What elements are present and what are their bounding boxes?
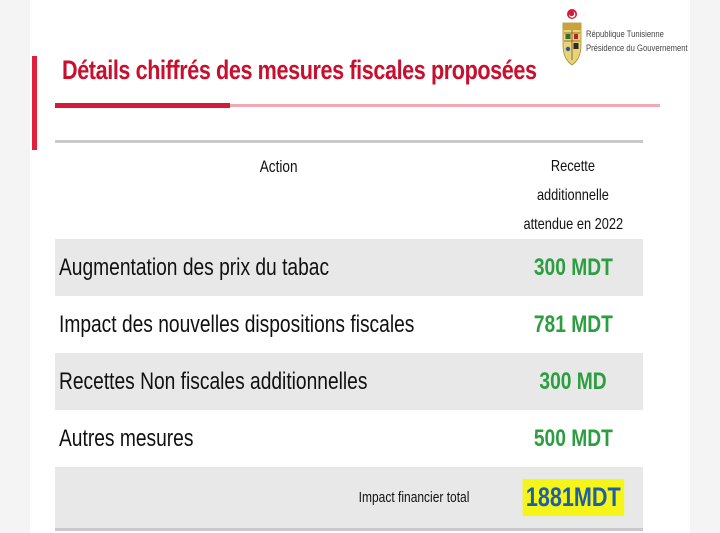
- title-underline-red: [55, 103, 230, 108]
- measure-name: Augmentation des prix du tabac: [55, 239, 503, 296]
- measure-value: 300 MD: [503, 353, 643, 410]
- measure-name: Impact des nouvelles dispositions fiscales: [59, 310, 415, 338]
- table-row: [55, 410, 643, 467]
- column-header-revenue: [503, 142, 643, 240]
- measure-value: 500 MDT: [533, 424, 613, 452]
- measure-value: 300 MDT: [503, 239, 643, 296]
- page-title: Détails chiffrés des mesures fiscales proposées: [62, 55, 537, 85]
- total-value: 1881MDT: [503, 467, 643, 529]
- fiscal-measures-table: [55, 140, 643, 531]
- column-header-action: Action: [55, 142, 503, 240]
- measure-name: Recettes Non fiscales additionnelles: [55, 353, 503, 410]
- org-line-1: République Tunisienne: [586, 29, 664, 39]
- table-row: [55, 353, 643, 410]
- column-header-revenue-line-2: attendue en 2022: [523, 216, 623, 233]
- right-gutter: [690, 0, 720, 533]
- measure-value: 781 MDT: [533, 310, 613, 338]
- accent-bar: [32, 56, 37, 150]
- title-underline-pink: [230, 104, 660, 107]
- org-name: [586, 27, 688, 55]
- total-row: [55, 467, 643, 529]
- table-row: [55, 239, 643, 296]
- table-header-row: [55, 142, 643, 240]
- column-header-revenue-line-1: Recette additionnelle: [537, 158, 610, 204]
- left-gutter: [0, 0, 30, 533]
- measure-name: Autres mesures: [59, 424, 194, 452]
- org-line-2: Présidence du Gouvernement: [586, 43, 688, 53]
- total-label: Impact financier total: [55, 467, 503, 529]
- table-row: [55, 296, 643, 353]
- tunisia-coat-of-arms-icon: [560, 7, 584, 71]
